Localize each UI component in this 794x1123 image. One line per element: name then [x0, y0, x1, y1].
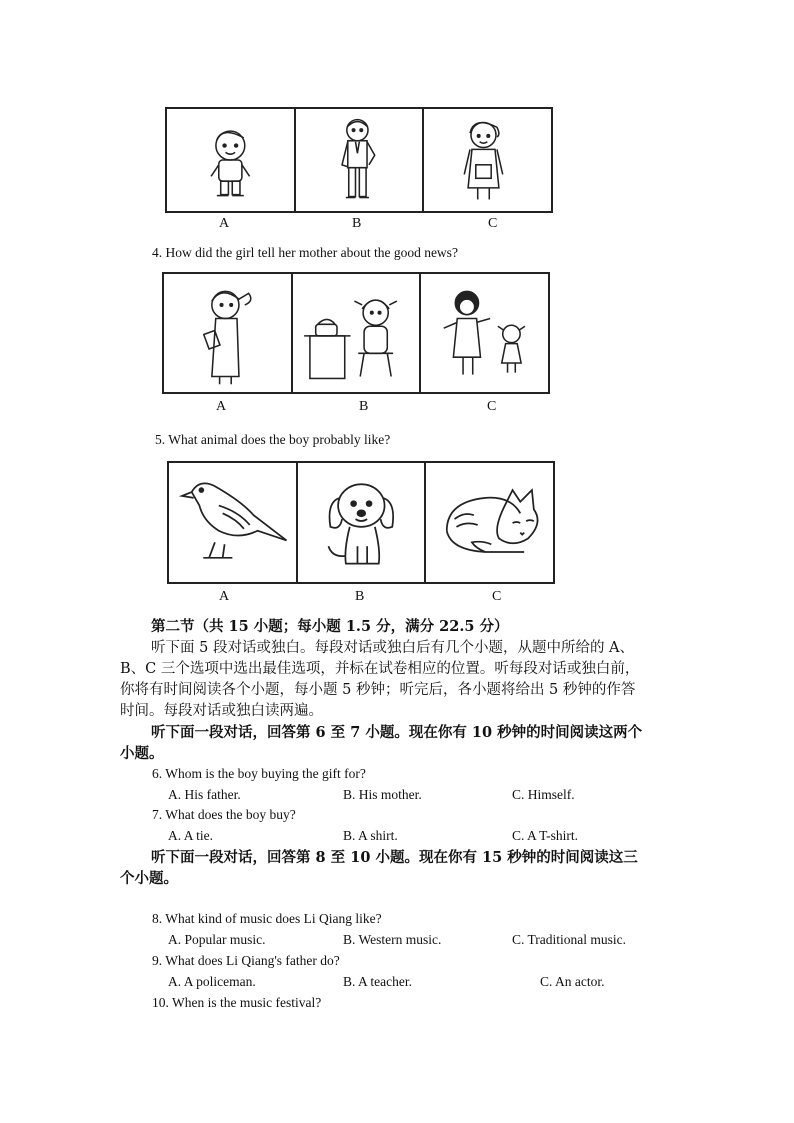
option-label-c: C	[487, 399, 497, 414]
q8-option-a: A. Popular music.	[168, 932, 266, 947]
dialog-2-instruction: 听下面一段对话，回答第 8 至 10 小题。现在你有 15 秒钟的时间阅读这三	[151, 849, 638, 866]
q7-option-b: B. A shirt.	[343, 828, 398, 843]
q6-option-b: B. His mother.	[343, 787, 422, 802]
option-b-picture	[293, 274, 422, 392]
q8-option-c: C. Traditional music.	[512, 932, 627, 947]
q9-option-b: B. A teacher.	[343, 974, 412, 989]
q6-option-a: A. His father.	[168, 787, 241, 802]
question-9: 9. What does Li Qiang's father do?	[152, 953, 340, 968]
dialog-2-instruction-cont: 个小题。	[120, 870, 178, 887]
instruction-line-2: B、C 三个选项中选出最佳选项，并标在试卷相应的位置。听每段对话或独白前，	[120, 661, 640, 677]
option-label-a: A	[216, 399, 227, 414]
picture-panel-1	[165, 107, 553, 213]
question-6: 6. Whom is the boy buying the gift for?	[152, 766, 366, 781]
option-c-picture	[424, 109, 551, 211]
q7-option-c: C. A T-shirt.	[512, 828, 579, 843]
q7-option-a: A. A tie.	[168, 828, 214, 843]
q9-option-c: C. An actor.	[540, 974, 605, 989]
dialog-1-instruction-cont: 小题。	[120, 745, 164, 762]
man-icon	[296, 109, 423, 211]
option-label-c: C	[488, 216, 498, 231]
dialog-1-instruction: 听下面一段对话，回答第 6 至 7 小题。现在你有 10 秒钟的时间阅读这两个	[151, 724, 643, 741]
option-a-picture	[167, 109, 296, 211]
option-b-picture	[296, 109, 425, 211]
q6-option-c: C. Himself.	[512, 787, 575, 802]
option-label-a: A	[219, 216, 230, 231]
picture-panel-3	[167, 461, 555, 584]
q9-option-a: A. A policeman.	[168, 974, 256, 989]
option-label-b: B	[359, 399, 369, 414]
option-a-picture	[164, 274, 293, 392]
option-b-picture	[298, 463, 427, 582]
instruction-line-3: 你将有时间阅读各个小题，每小题 5 秒钟；听完后，各小题将给出 5 秒钟的作答	[120, 682, 636, 698]
section-heading: 第二节（共 15 小题；每小题 1.5 分，满分 22.5 分）	[151, 618, 509, 635]
question-10: 10. When is the music festival?	[152, 995, 322, 1010]
boy-icon	[167, 109, 294, 211]
option-label-a: A	[219, 589, 230, 604]
option-label-b: B	[352, 216, 362, 231]
picture-panel-2	[162, 272, 550, 394]
dog-icon	[298, 463, 425, 582]
option-c-picture	[421, 274, 548, 392]
girl-phone-icon	[164, 274, 291, 392]
cat-icon	[426, 463, 553, 582]
girl-telephone-icon	[293, 274, 420, 392]
bird-icon	[169, 463, 296, 582]
option-c-picture	[426, 463, 553, 582]
question-7: 7. What does the boy buy?	[152, 807, 296, 822]
woman-apron-icon	[424, 109, 551, 211]
question-4: 4. How did the girl tell her mother about the good news?	[152, 245, 458, 260]
option-a-picture	[169, 463, 298, 582]
instruction-line-4: 时间。每段对话或独白读两遍。	[120, 703, 323, 719]
option-label-b: B	[355, 589, 365, 604]
option-label-c: C	[492, 589, 502, 604]
mother-daughter-icon	[421, 274, 548, 392]
q8-option-b: B. Western music.	[343, 932, 442, 947]
question-8: 8. What kind of music does Li Qiang like?	[152, 911, 382, 926]
question-5: 5. What animal does the boy probably like?	[155, 432, 391, 447]
instruction-line-1: 听下面 5 段对话或独白。每段对话或独白后有几个小题，从题中所给的 A、	[151, 640, 635, 656]
